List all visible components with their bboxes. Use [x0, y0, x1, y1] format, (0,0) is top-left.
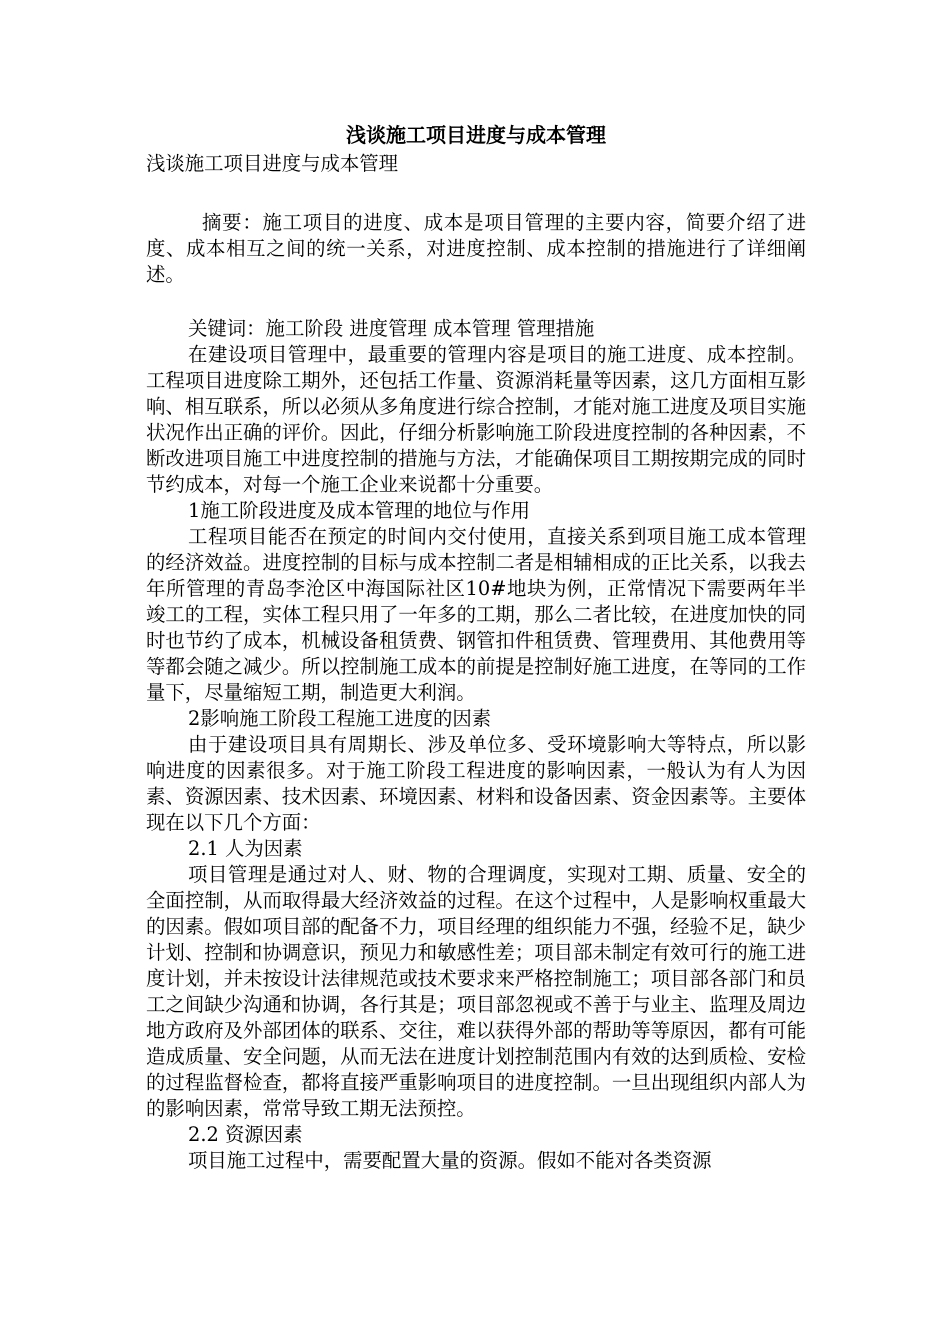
body-paragraph: 项目管理是通过对人、财、物的合理调度，实现对工期、质量、安全的全面控制，从而取得最大经济效益的过程。在这个过程中，人是影响权重最大的因素。假如项目部的配备不力，项目经理的组织能力不强，经验不足，缺少计划、控制和协调意识，预见力和敏感性差；项目部未制定有效可行的施工进度计划，并未按设计法律规范或技术要求来严格控制施工；项目部各部门和员工之间缺少沟通和协调，各行其是；项目部忽视或不善于与业主、监理及周边地方政府及外部团体的联系、交往，难以获得外部的帮助等等原因，都有可能造成质量、安全问题，从而无法在进度计划控制范围内有效的达到质检、安检的过程监督检查，都将直接严重影响项目的进度控制。一旦出现组织内部人为的影响因素，常常导致工期无法预控。: [146, 863, 806, 1120]
body-paragraph: 在建设项目管理中，最重要的管理内容是项目的施工进度、成本控制。工程项目进度除工期外，还包括工作量、资源消耗量等因素，这几方面相互影响、相互联系，所以必须从多角度进行综合控制，才能对施工进度及项目实施状况作出正确的评价。因此，仔细分析影响施工阶段进度控制的各种因素，不断改进项目施工中进度控制的措施与方法，才能确保项目工期按期完成的同时节约成本，对每一个施工企业来说都十分重要。: [146, 343, 806, 496]
body-paragraph: 由于建设项目具有周期长、涉及单位多、受环境影响大等特点，所以影响进度的因素很多。对于施工阶段工程进度的影响因素，一般认为有人为因素、资源因素、技术因素、环境因素、材料和设备因素、资金因素等。主要体现在以下几个方面：: [146, 733, 806, 834]
keywords-line: 关键词：施工阶段 进度管理 成本管理 管理措施: [188, 317, 595, 340]
spacer: [146, 177, 806, 210]
body-paragraph: 项目施工过程中，需要配置大量的资源。假如不能对各类资源: [188, 1149, 712, 1172]
subsection-heading: 2.2 资源因素: [188, 1123, 303, 1146]
document-page: [146, 120, 806, 1174]
document-title: 浅谈施工项目进度与成本管理: [346, 123, 606, 147]
abstract-paragraph: 摘要：施工项目的进度、成本是项目管理的主要内容，简要介绍了进度、成本相互之间的统一关系，对进度控制、成本控制的措施进行了详细阐述。: [146, 211, 806, 286]
body-paragraph: 工程项目能否在预定的时间内交付使用，直接关系到项目施工成本管理的经济效益。进度控制的目标与成本控制二者是相辅相成的正比关系，以我去年所管理的青岛李沧区中海国际社区10#地块为例，正常情况下需要两年半竣工的工程，实体工程只用了一年多的工期，那么二者比较，在进度加快的同时也节约了成本，机械设备租赁费、钢管扣件租赁费、管理费用、其他费用等等都会随之减少。所以控制施工成本的前提是控制好施工进度，在等同的工作量下，尽量缩短工期，制造更大利润。: [146, 525, 806, 704]
document-subtitle: 浅谈施工项目进度与成本管理: [146, 152, 399, 175]
spacer: [146, 288, 806, 316]
section-heading: 2影响施工阶段工程施工进度的因素: [188, 707, 492, 730]
section-heading: 1施工阶段进度及成本管理的地位与作用: [188, 499, 530, 522]
subsection-heading: 2.1 人为因素: [188, 837, 303, 860]
